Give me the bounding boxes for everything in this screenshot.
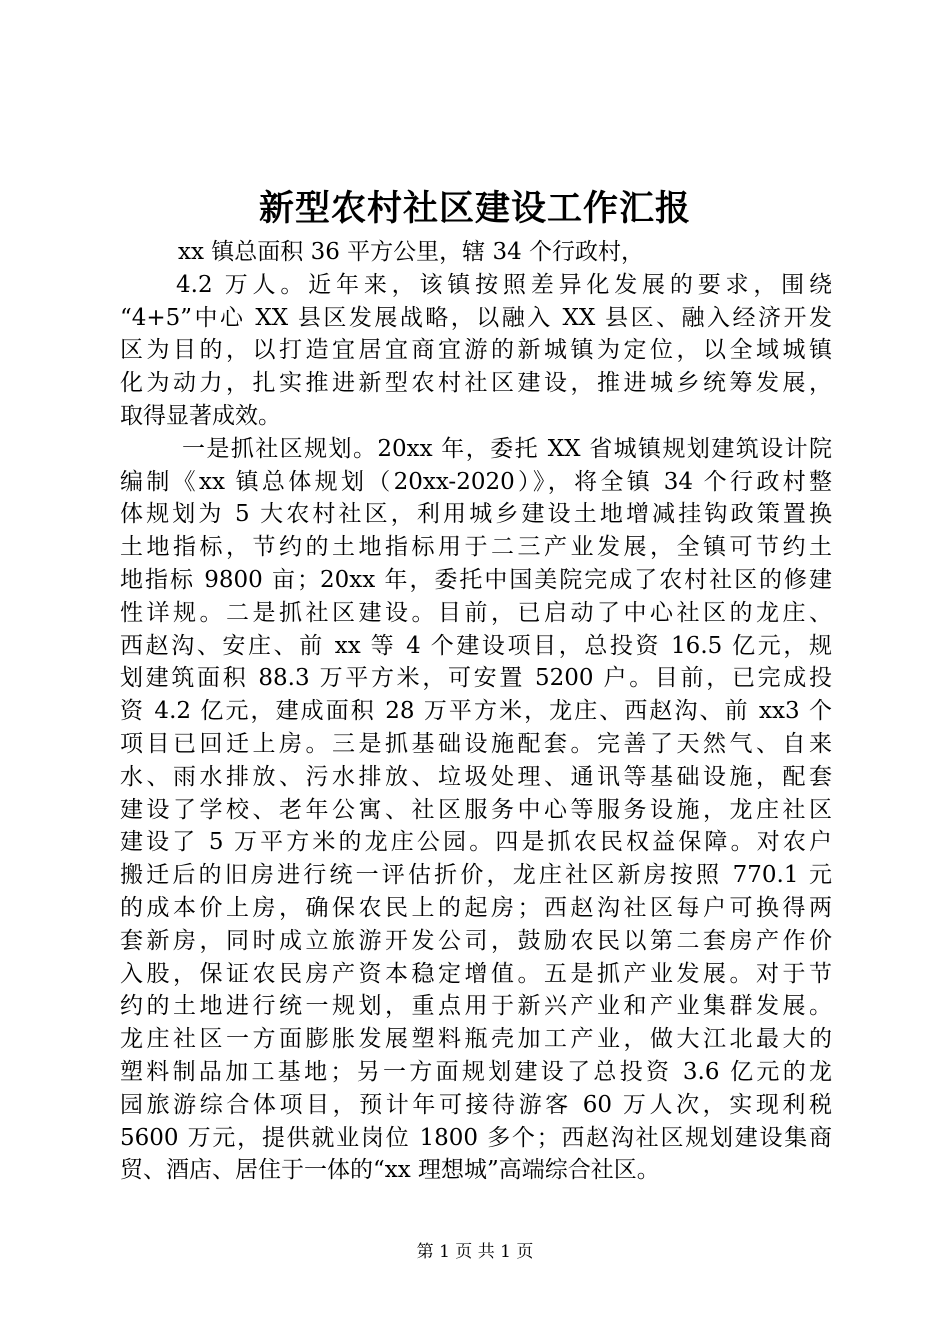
body-line: 项目已回迁上房。三是抓基础设施配套。完善了天然气、自来 <box>120 730 832 757</box>
body-line: 划建筑面积 88.3 万平方米，可安置 5200 户。目前，已完成投 <box>120 665 832 692</box>
body-line: 建设了学校、老年公寓、社区服务中心等服务设施，龙庄社区 <box>120 796 832 823</box>
body-line: 塑料制品加工基地；另一方面规划建设了总投资 3.6 亿元的龙 <box>120 1058 832 1085</box>
body-line: 西赵沟、安庄、前 xx 等 4 个建设项目，总投资 16.5 亿元，规 <box>120 632 832 659</box>
body-line: 区为目的，以打造宜居宜商宜游的新城镇为定位，以全域城镇 <box>120 337 832 364</box>
body-line: 体规划为 5 大农村社区，利用城乡建设土地增减挂钩政策置换 <box>120 501 832 528</box>
body-line: 性详规。二是抓社区建设。目前，已启动了中心社区的龙庄、 <box>120 599 832 626</box>
body-line: 搬迁后的旧房进行统一评估折价，龙庄社区新房按照 770.1 元 <box>120 862 832 889</box>
body-line: 地指标 9800 亩；20xx 年，委托中国美院完成了农村社区的修建 <box>120 566 832 593</box>
body-line: 编制《xx 镇总体规划（20xx-2020）》，将全镇 34 个行政村整 <box>120 468 832 495</box>
body-line: 龙庄社区一方面膨胀发展塑料瓶壳加工产业，做大江北最大的 <box>120 1026 832 1053</box>
body-line: 约的土地进行统一规划，重点用于新兴产业和产业集群发展。 <box>120 993 832 1020</box>
body-line: 入股，保证农民房产资本稳定增值。五是抓产业发展。对于节 <box>120 960 832 987</box>
body-line: 套新房，同时成立旅游开发公司，鼓励农民以第二套房产作价 <box>120 927 832 954</box>
body-line: 资 4.2 亿元，建成面积 28 万平方米，龙庄、西赵沟、前 xx3 个 <box>120 698 832 725</box>
page-footer: 第 1 页 共 1 页 <box>416 1242 534 1262</box>
body-line: 一是抓社区规划。20xx 年，委托 XX 省城镇规划建筑设计院 <box>182 435 832 462</box>
body-line: xx 镇总面积 36 平方公里，辖 34 个行政村， <box>178 239 645 265</box>
body-line: 水、雨水排放、污水排放、垃圾处理、通讯等基础设施，配套 <box>120 763 832 790</box>
body-line: 土地指标，节约的土地指标用于二三产业发展，全镇可节约土 <box>120 534 832 561</box>
body-line: 贸、酒店、居住于一体的“xx 理想城”高端综合社区。 <box>120 1157 660 1184</box>
body-line: 取得显著成效。 <box>120 402 281 429</box>
body-line: 化为动力，扎实推进新型农村社区建设，推进城乡统筹发展， <box>120 370 832 397</box>
body-line: 4.2 万人。近年来，该镇按照差异化发展的要求，围绕 <box>176 271 832 298</box>
body-line: 的成本价上房，确保农民上的起房；西赵沟社区每户可换得两 <box>120 894 832 921</box>
body-line: 建设了 5 万平方米的龙庄公园。四是抓农民权益保障。对农户 <box>120 829 832 856</box>
document-title: 新型农村社区建设工作汇报 <box>258 188 691 229</box>
body-line: “4+5”中心 XX 县区发展战略，以融入 XX 县区、融入经济开发 <box>120 304 832 331</box>
body-line: 5600 万元，提供就业岗位 1800 多个；西赵沟社区规划建设集商 <box>120 1124 832 1151</box>
document-body <box>120 236 832 1187</box>
body-line: 园旅游综合体项目，预计年可接待游客 60 万人次，实现利税 <box>120 1091 832 1118</box>
